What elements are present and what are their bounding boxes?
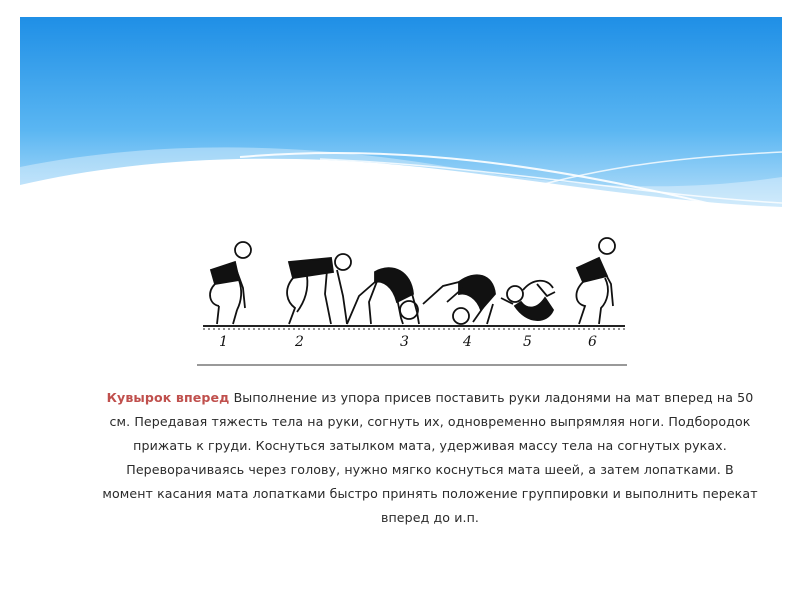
step-number-5: 5	[523, 334, 532, 350]
description-paragraph	[100, 386, 760, 530]
stage-3-figure	[347, 268, 419, 324]
sky-wave-graphic	[20, 17, 782, 222]
stage-4-figure	[423, 275, 495, 324]
stage-6-figure	[576, 238, 615, 324]
step-number-6: 6	[588, 334, 597, 350]
step-number-3: 3	[400, 334, 409, 350]
step-number-4: 4	[463, 334, 472, 350]
step-number-1: 1	[219, 334, 228, 350]
step-number-2: 2	[295, 334, 304, 350]
forward-roll-stages	[197, 232, 627, 367]
term-heading: Кувырок вперед	[106, 390, 230, 405]
stage-5-figure	[501, 281, 555, 320]
stage-2-figure	[287, 254, 351, 324]
description-text: Выполнение из упора присев поставить руки ладонями на мат вперед на 50 см. Передавая тяжесть тела на руки, согнуть их, одновременно выпрямляя ноги. Подбородок прижать к груди. Коснуться затылком мата, удерживая массу тела на согнутых руках. Переворачиваясь через голову, нужно мягко коснуться мата шеей, а затем лопатками. В момент касания мата лопатками быстро принять положение группировки и выполнить перекат вперед до и.п.	[102, 390, 758, 525]
stage-1-figure	[210, 242, 251, 324]
forward-roll-illustration	[197, 232, 627, 367]
header-banner	[20, 17, 782, 222]
